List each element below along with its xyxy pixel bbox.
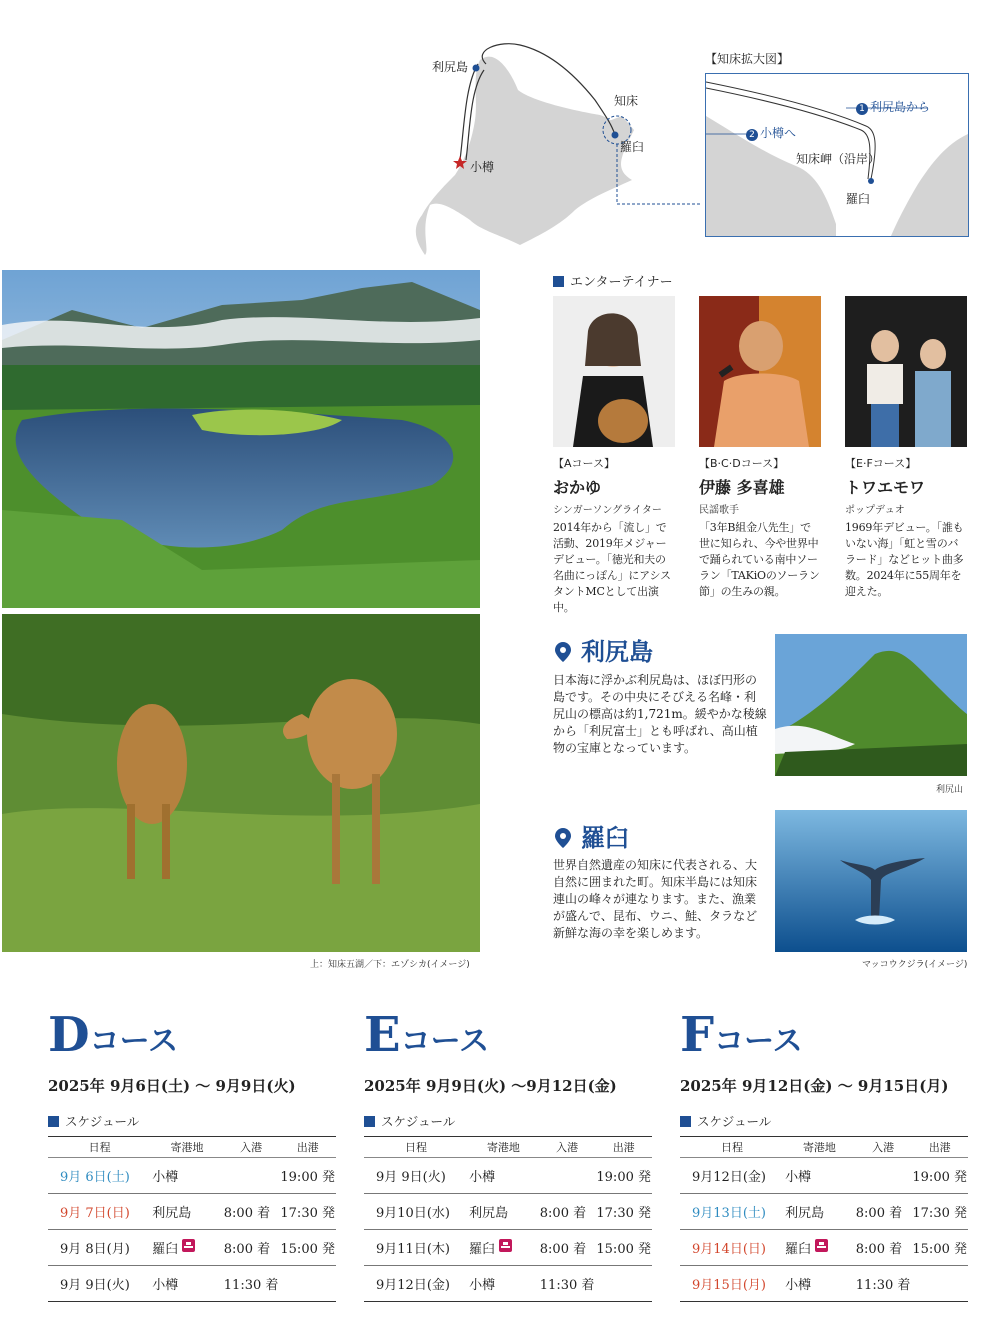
zoom-route-to: 2 小樽へ: [746, 124, 796, 141]
schedule-arrival: 8:00 着: [855, 1194, 912, 1230]
map-label-rishiri: 利尻島: [432, 60, 469, 74]
schedule-date: 9月11日(木): [364, 1230, 468, 1266]
map-label-shiretoko: 知床: [614, 94, 639, 108]
photo-caption-left: 上：知床五湖／下：エゾシカ(イメージ): [310, 960, 470, 970]
course-d-block: [48, 1007, 338, 1302]
schedule-departure: [279, 1266, 336, 1302]
rishiri-title: 利尻島: [555, 632, 653, 667]
tender-boat-icon: [182, 1239, 195, 1252]
schedule-port: 小樽: [784, 1158, 855, 1194]
schedule-table: [680, 1136, 968, 1302]
toi-et-moi-photo: [845, 296, 967, 447]
entertainer-role: 民謡歌手: [699, 505, 739, 516]
schedule-table: [364, 1136, 652, 1302]
schedule-port: 羅臼: [784, 1230, 855, 1266]
schedule-date: 9月 9日(火): [48, 1266, 151, 1302]
schedule-date: 9月15日(月): [680, 1266, 784, 1302]
schedule-port: 羅臼: [151, 1230, 222, 1266]
schedule-date: 9月12日(金): [364, 1266, 468, 1302]
column-header: 日程: [364, 1137, 468, 1158]
schedule-port: 利尻島: [151, 1194, 222, 1230]
schedule-arrival: [855, 1158, 912, 1194]
schedule-port: 利尻島: [784, 1194, 855, 1230]
tender-boat-icon: [815, 1239, 828, 1252]
zoom-route-from: 1 利尻島から: [856, 98, 930, 115]
zoom-label-rausu: 羅臼: [846, 192, 871, 206]
entertainer-course: 【E·Fコース】: [845, 457, 917, 470]
entertainer-course: 【Aコース】: [553, 457, 615, 470]
schedule-port: 小樽: [151, 1158, 222, 1194]
entertainer-name: おかゆ: [553, 478, 602, 497]
schedule-date: 9月10日(水): [364, 1194, 468, 1230]
entertainer-course: 【B·C·Dコース】: [699, 457, 785, 470]
schedule-arrival: 8:00 着: [855, 1230, 912, 1266]
schedule-arrival: 8:00 着: [539, 1230, 596, 1266]
schedule-arrival: 8:00 着: [223, 1194, 280, 1230]
schedule-departure: 17:30 発: [279, 1194, 336, 1230]
schedule-departure: 15:00 発: [911, 1230, 968, 1266]
schedule-date: 9月 8日(月): [48, 1230, 151, 1266]
schedule-departure: [595, 1266, 652, 1302]
schedule-departure: [911, 1266, 968, 1302]
table-row: [680, 1230, 968, 1266]
column-header: 日程: [48, 1137, 151, 1158]
shiretoko-goko-photo: [2, 270, 480, 608]
zoom-map: [705, 73, 969, 237]
table-header-row: [48, 1137, 336, 1158]
entertainer-desc: 1969年デビュー。「誰もいない海」「虹と雪のバラード」などヒット曲多数。2024年に55周年を迎えた。: [845, 521, 964, 598]
schedule-date: 9月 6日(土): [48, 1158, 151, 1194]
schedule-port: 羅臼: [468, 1230, 539, 1266]
location-pin-icon: [555, 828, 571, 848]
table-row: [48, 1158, 336, 1194]
schedule-port: 小樽: [468, 1266, 539, 1302]
entertainer-desc: 「3年B組金八先生」で世に知られ、今や世界中で踊られている南中ソーラン「TAKiOのソーラン節」の生みの親。: [699, 521, 820, 598]
schedule-departure: 17:30 発: [595, 1194, 652, 1230]
schedule-table: [48, 1136, 336, 1302]
rishiri-description: 日本海に浮かぶ利尻島は、ほぼ円形の島です。その中央にそびえる名峰・利尻山の標高は約1,721m。緩やかな稜線から「利尻富士」とも呼ばれ、高山植物の宝庫となっています。: [553, 673, 767, 755]
schedule-port: 利尻島: [468, 1194, 539, 1230]
course-e-block: [364, 1007, 654, 1302]
table-row: [364, 1230, 652, 1266]
course-heading: Fコース: [680, 1007, 803, 1063]
map-label-otaru: 小樽: [470, 160, 495, 174]
schedule-port: 小樽: [468, 1158, 539, 1194]
schedule-arrival: 11:30 着: [855, 1266, 912, 1302]
location-pin-icon: [555, 642, 571, 662]
column-header: 入港: [539, 1137, 596, 1158]
table-header-row: [364, 1137, 652, 1158]
okayu-photo: [553, 296, 675, 447]
schedule-date: 9月13日(土): [680, 1194, 784, 1230]
schedule-departure: 19:00 発: [595, 1158, 652, 1194]
column-header: 出港: [279, 1137, 336, 1158]
schedule-date: 9月12日(金): [680, 1158, 784, 1194]
whale-photo: [775, 810, 967, 952]
entertainer-name: 伊藤 多喜雄: [699, 478, 785, 497]
schedule-arrival: [223, 1158, 280, 1194]
column-header: 寄港地: [784, 1137, 855, 1158]
course-dates: 2025年 9月12日(金) ～ 9月15日(月): [680, 1077, 949, 1095]
route-map: [400, 30, 980, 260]
course-heading: Dコース: [48, 1007, 179, 1063]
column-header: 出港: [595, 1137, 652, 1158]
schedule-port: 小樽: [784, 1266, 855, 1302]
table-row: [680, 1266, 968, 1302]
schedule-label: スケジュール: [48, 1112, 338, 1130]
course-heading: Eコース: [364, 1007, 490, 1063]
table-row: [364, 1266, 652, 1302]
entertainer-role: シンガーソングライター: [553, 505, 662, 516]
schedule-arrival: 11:30 着: [223, 1266, 280, 1302]
entertainer-ito-takio: [699, 296, 821, 600]
column-header: 寄港地: [151, 1137, 222, 1158]
entertainer-name: トワエモワ: [845, 478, 926, 497]
whale-photo-caption: マッコウクジラ(イメージ): [862, 960, 968, 970]
schedule-arrival: 8:00 着: [539, 1194, 596, 1230]
table-row: [364, 1158, 652, 1194]
schedule-departure: 17:30 発: [911, 1194, 968, 1230]
entertainer-role: ポップデュオ: [845, 505, 905, 516]
course-dates: 2025年 9月9日(火) ～9月12日(金): [364, 1077, 617, 1095]
map-label-rausu: 羅臼: [620, 140, 645, 154]
table-row: [680, 1194, 968, 1230]
ito-takio-photo: [699, 296, 821, 447]
schedule-label: スケジュール: [680, 1112, 970, 1130]
ezo-deer-photo: [2, 614, 480, 952]
schedule-arrival: [539, 1158, 596, 1194]
column-header: 寄港地: [468, 1137, 539, 1158]
table-row: [680, 1158, 968, 1194]
table-row: [364, 1194, 652, 1230]
entertainers-heading: エンターテイナー: [553, 271, 673, 290]
tender-boat-icon: [499, 1239, 512, 1252]
entertainer-toi-et-moi: [845, 296, 967, 600]
schedule-label: スケジュール: [364, 1112, 654, 1130]
table-header-row: [680, 1137, 968, 1158]
schedule-date: 9月14日(日): [680, 1230, 784, 1266]
schedule-arrival: 8:00 着: [223, 1230, 280, 1266]
zoom-map-title: 【知床拡大図】: [705, 52, 790, 66]
course-f-block: [680, 1007, 970, 1302]
column-header: 出港: [911, 1137, 968, 1158]
schedule-departure: 19:00 発: [911, 1158, 968, 1194]
schedule-date: 9月 9日(火): [364, 1158, 468, 1194]
course-dates: 2025年 9月6日(土) ～ 9月9日(火): [48, 1077, 296, 1095]
rausu-title: 羅臼: [555, 818, 629, 853]
schedule-port: 小樽: [151, 1266, 222, 1302]
zoom-label-cape: 知床岬（沿岸）: [796, 152, 881, 166]
rishiri-mountain-photo: [775, 634, 967, 776]
column-header: 入港: [223, 1137, 280, 1158]
entertainer-okayu: [553, 296, 675, 616]
schedule-departure: 19:00 発: [279, 1158, 336, 1194]
table-row: [48, 1266, 336, 1302]
schedule-arrival: 11:30 着: [539, 1266, 596, 1302]
rausu-description: 世界自然遺産の知床に代表される、大自然に囲まれた町。知床半島には知床連山の峰々が連なります。また、漁業が盛んで、昆布、ウニ、鮭、タラなど新鮮な海の幸を楽しめます。: [553, 858, 758, 940]
column-header: 日程: [680, 1137, 784, 1158]
column-header: 入港: [855, 1137, 912, 1158]
schedule-departure: 15:00 発: [595, 1230, 652, 1266]
table-row: [48, 1230, 336, 1266]
schedule-date: 9月 7日(日): [48, 1194, 151, 1230]
entertainer-desc: 2014年から「流し」で活動、2019年メジャーデビュー。「徳光和夫の名曲にっぽん」にアシスタントMCとして出演中。: [553, 521, 671, 614]
table-row: [48, 1194, 336, 1230]
rishiri-photo-caption: 利尻山: [936, 785, 964, 795]
schedule-departure: 15:00 発: [279, 1230, 336, 1266]
